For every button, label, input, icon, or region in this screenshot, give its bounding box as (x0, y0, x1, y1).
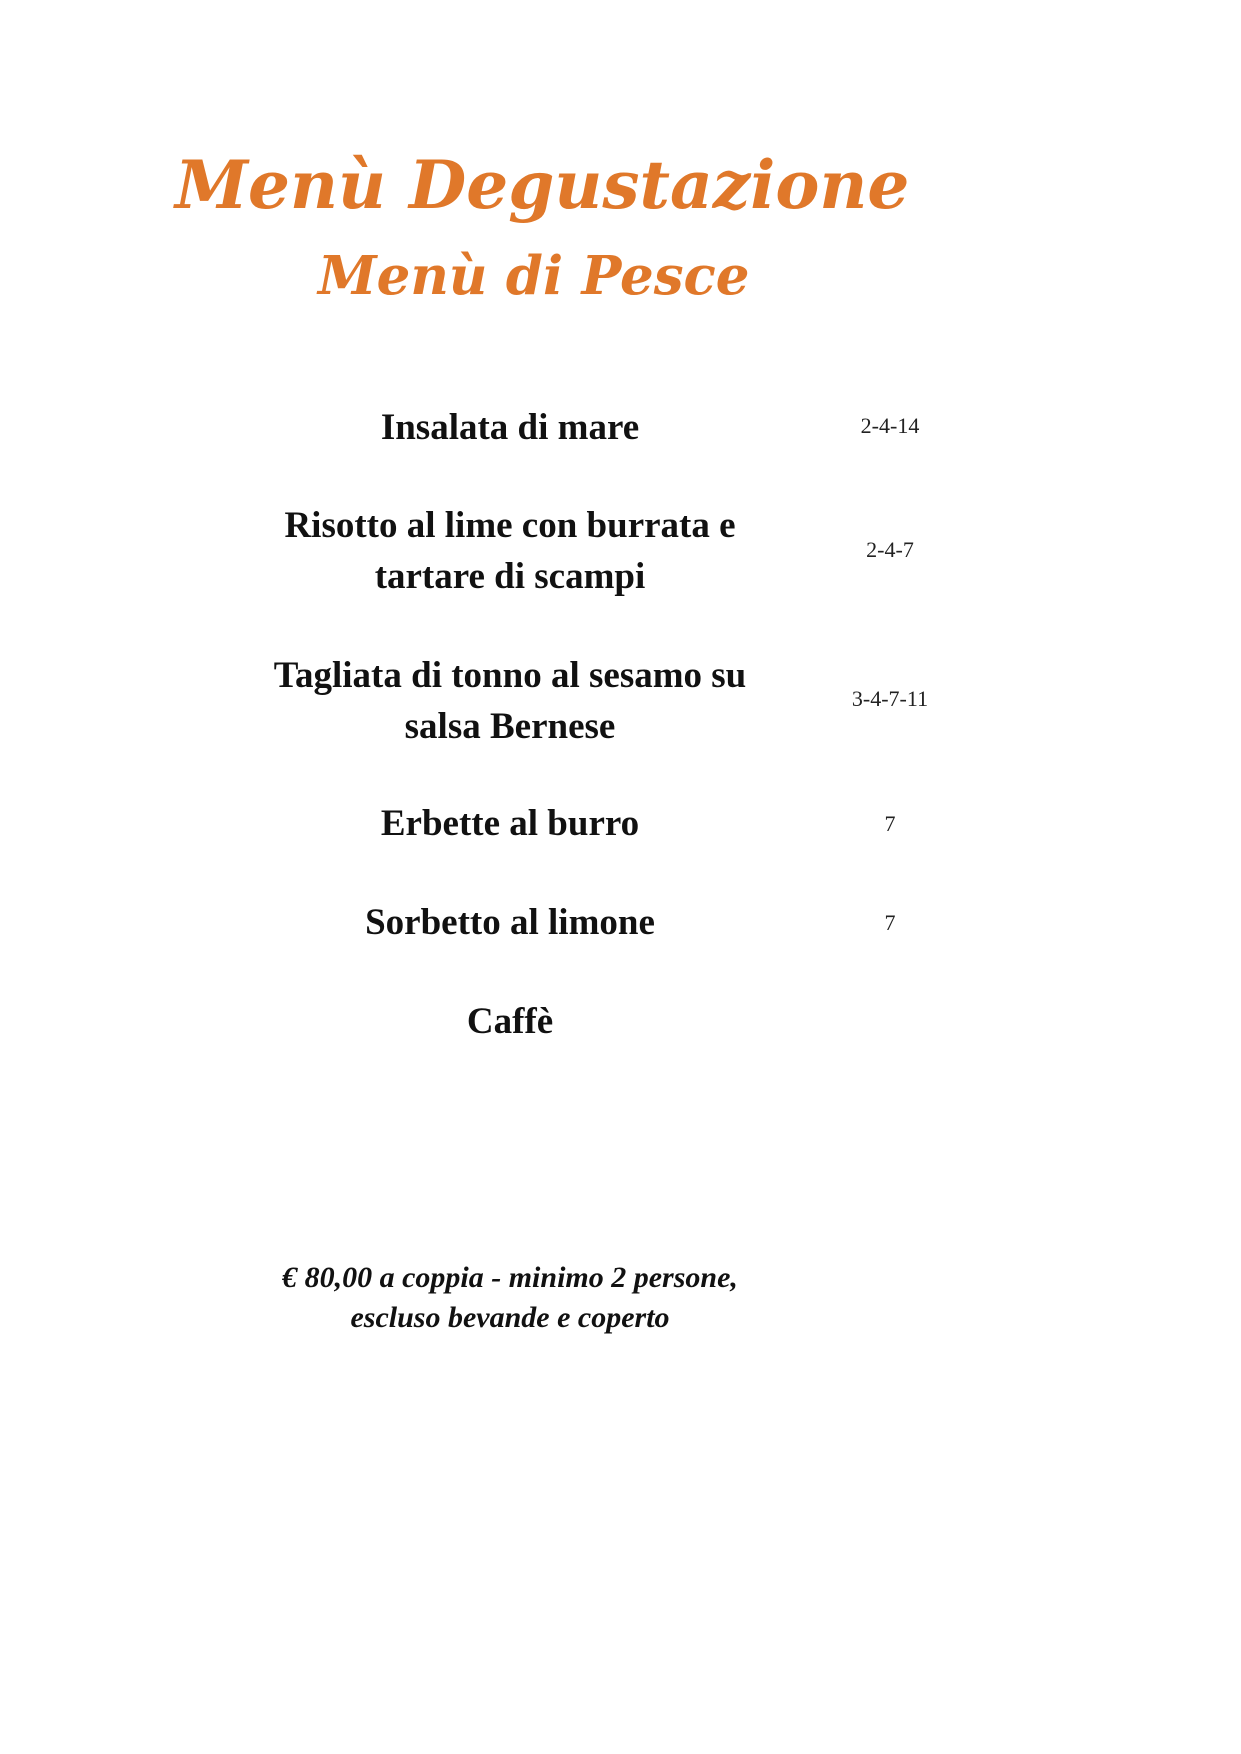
dish-name (160, 996, 860, 1047)
price-line: escluso bevande e coperto (350, 1301, 670, 1334)
dish-name (160, 798, 860, 849)
dish-allergens: 7 (884, 910, 896, 935)
menu-subtitle: Menù di Pesce (318, 245, 750, 307)
dish-allergens: 2-4-14 (860, 413, 920, 438)
dish-name-line: Sorbetto al limone (365, 902, 655, 943)
dish-allergens: 7 (884, 811, 896, 836)
dish-name-line: tartare di scampi (374, 556, 646, 597)
dish-name-line: Caffè (466, 1001, 554, 1042)
dish-name-line: Insalata di mare (380, 407, 640, 448)
price-line: € 80,00 a coppia - minimo 2 persone, (282, 1261, 738, 1294)
dish-name (160, 402, 860, 453)
dish-name (160, 897, 860, 948)
dish-name-line: Tagliata di tonno al sesamo su (273, 655, 747, 696)
price-note (160, 1258, 860, 1338)
dish-allergens: 3-4-7-11 (851, 686, 929, 711)
dish-name-line: Risotto al lime con burrata e (284, 505, 736, 546)
dish-name (160, 650, 860, 752)
dish-name-line: salsa Bernese (404, 706, 616, 747)
dish-name (160, 500, 860, 602)
dish-allergens: 2-4-7 (866, 537, 914, 562)
dish-name-line: Erbette al burro (380, 803, 640, 844)
menu-title: Menù Degustazione (175, 146, 910, 224)
